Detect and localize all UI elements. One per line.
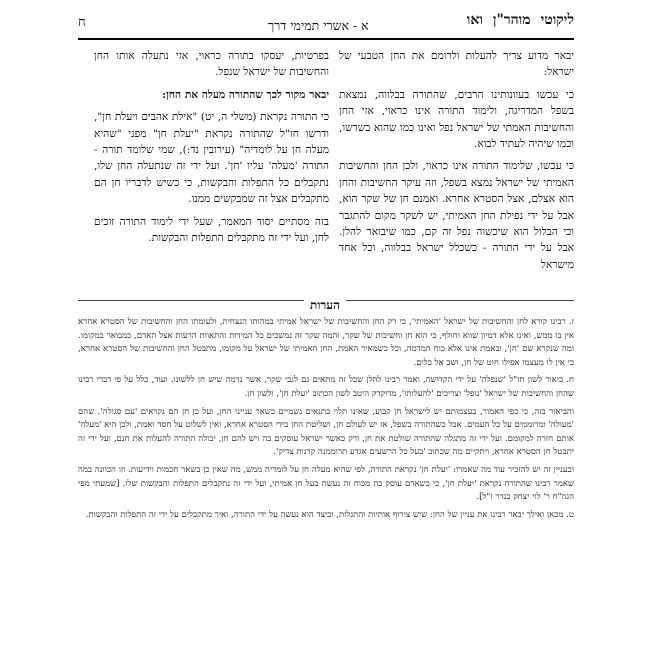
footnotes (78, 316, 574, 526)
paragraph: יבאר מדוע צריך להעלות ולרומם את החן הטבעי של ישראל: (339, 50, 574, 79)
running-head (457, 12, 574, 29)
footnote: והביאור בזה, כי כפי האמור, בעצמותם יש לישראל חן קבוע, שאינו תלוי בתנאים גשמיים כשאר ענייני החן, ועל כן חן הם נקראים 'עם סגולה'. שהם 'מעולה' ומרוממים על כל העמים. אבל כשהתורה בשפל, אז יש לעולם חן, ושליטת החן בידי הסטרא אחרא, ואין לשלוט על חסד ואמת, ולכן היא 'מעלה' אותם חזרה למקומם. ועל ידי זה מתגלה שהתורה שולטת את חן, ורק כאשר ישראל עוסקים בה ויש להם חן, יכולה התורה להעלות את חנם, ועל ידי זה יתבטל חן הסטרא אחרא, ויתקיים מה שכתוב 'בעל כל הרשעים אגדע תרוממנה קרנות צדיק'. (78, 406, 574, 458)
footnote: ט. מכאן ואילך יבאר רבינו את עניין של החן: שיש צירוף אותיות והתגלות, וכיצד הוא נעשה על ידי התורה, ואיך מתקבלים על ידי זה התפלות והבקשות. (85, 509, 574, 520)
paragraph: בפרטיות, יעסקו בתורה כראוי, אזי נתעלה אותו החן והחשיבות של ישראל שנפל. (94, 50, 329, 79)
paragraph: כי עכשו בעוונותינו הרבים, שהתורה בבלווה, נמצאת בשפל המדריגה, ולימוד התורה אינו כראוי, אזי החן והחשיבות האמתי של ישראל נפל ואינו כמו שהוא בשרשו, וכמו שיהיה לעתיד לבוא. (339, 88, 574, 151)
paragraph: כי עכשו, שלימוד התורה אינו כראוי, ולכן החן והחשיבות האמיתי של ישראל נמצא בשפל, וזה עיקר החשיבות והחן הוא אצלם, אצל הסטרא אחרא. ואמנם חן של שקר הוא, אבל על ידי נפילת החן האמיתי, יש לשקר מקום להתגבר וכי הבלול הוא שיכשוה נפל זה קם, כמו שיבואר להלן. אבל על ידי התורה - כשכלל ישראל בבלווה, וכל אחד מישראל (339, 160, 574, 271)
footnote: ח. ביאור לשון חז"ל 'שנפלה' על ידי הקדושה, ואמר רבינו להלן שכל זה מתאים גם לגבי שקר, אשר נדמה שיש חן ללשונו. ועוד, כלל על פי דברי רבינו שהחן והחשיבות של ישראל 'נופל' וצריכים 'להעלותו', מדוקדק היטב לשון הכתוב 'יעלת חן', ולשון חן. (78, 375, 574, 399)
notes-title-text: הערות (304, 298, 346, 313)
footnote: ז. רבינו קורא לחן והחשיבות של ישראל 'האמיתי', כי רק החן והחשיבות של ישראל אמיתי במהותו הנצחית, ולעומתו החן והחשיבות של הסטרא אחרא אין בו ממש, ואינו אלא דמיון שווא וחולף, כי הוא חן וחשיבות של שקר, והמה שקר זה נמשכים כל המידות והתאוות הרעות אצל האדם, כמבואר במקומו. ומה שנקרא שם 'חן', ובאמת אינו אלא כוח המדמה, וכל כשמאיר האמת, החן האמיתי של ישראל על מקומו, מתבטל החן והחשיבות של הסטרא אחרא, כי אין לו מעצמו אפילו חוט של חן, ושב אל כלום. (78, 317, 574, 368)
main-column-right (339, 48, 574, 279)
book-name: מוהר"ן (492, 12, 531, 28)
folio-number: ואו (466, 12, 483, 28)
footnote: ובעניין זה יש להזכיר עוד מה שאמרו: 'יעלת חן' נקראת התורה, לפי שהיא מעלה חן על לומדיה ממש, מה שאין כן בשאר חכמות וידיעות. וזו הכוונה במה שאמר רבינו שהתורה נקראת 'יעלת חן', כי כשאדם עוסק בה מכוח זה נעשה בעל חן אמיתי, ועל ידי זה נתקבלים התפלות והבקשות שלו. [שמעתי מפי הגה"ח ר' לוי יצחק בנדר ז"ל]. (78, 464, 574, 503)
book-title: ליקוטי (540, 12, 574, 28)
main-column-left (94, 48, 329, 252)
paragraph-heading: יבאר מקור לכך שהתורה מעלה את החן: (162, 88, 329, 101)
section-title: א - אשרי תמימי דרך (268, 18, 369, 33)
page-letter: ח (78, 15, 86, 30)
paragraph: בזה מסתיים יסוד המאמר, שעל ידי לימוד התורה זוכים לחן, ועל ידי זה מתקבלים התפלות והבקשות. (94, 215, 329, 245)
page-header (78, 10, 574, 40)
header-rule (78, 38, 574, 40)
paragraph: כי התורה נקראת (משלי ה, יט) "אילת אהבים ויעלת חן", ודרשו חז"ל שהתורה נקראת "יעלת חן" מפני "שהיא מעלה חן על לומדיה" (עירובין נד:), שמי שלומד תורה - התורה 'מעלה' עליו 'חן'. ועל ידי זה שנתעלה החן שלו, נתקבלים כל התפלות והבקשות, כי כשיש לדבריו חן הם מתקבלים אצל זה שמבקשים ממנו. (94, 111, 329, 206)
notes-heading (0, 294, 650, 313)
